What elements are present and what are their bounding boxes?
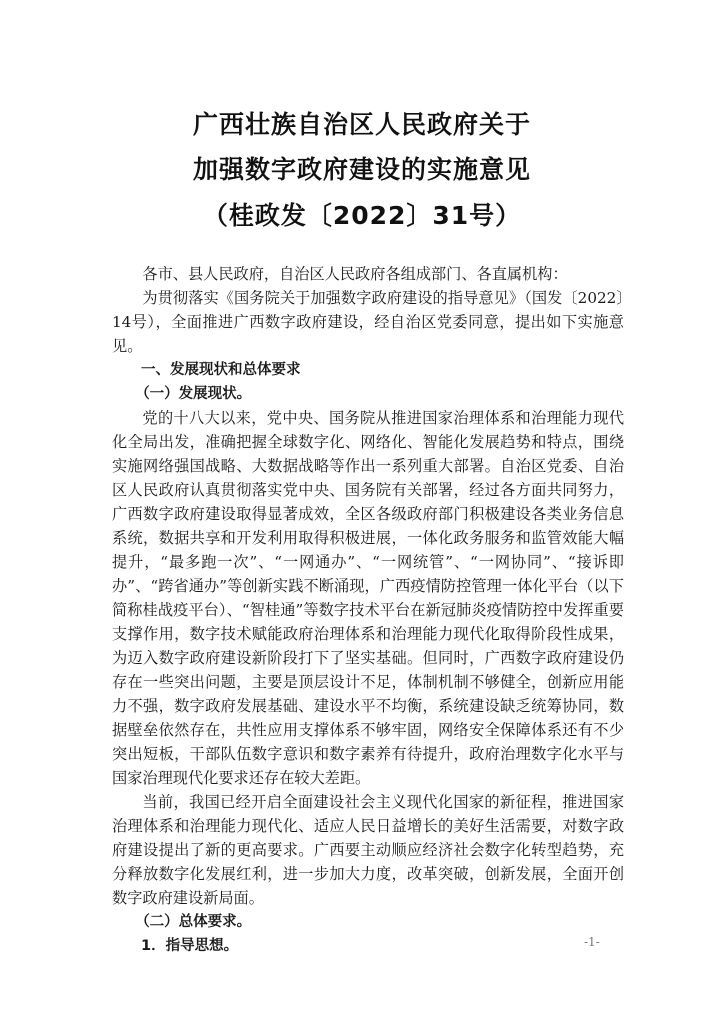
subsection-heading-2: （二）总体要求。 xyxy=(135,914,252,930)
body-paragraph-1: 党的十八大以来，党中央、国务院从推进国家治理体系和治理能力现代化全局出发，准确把握全球数字化、网络化、智能化发展趋势和特点，围绕实施网络强国战略、大数据战略等作出一系列重大部署。自治区党委、自治区人民政府认真贯彻落实党中央、国务院有关部署，经过各方面共同努力，广西数字政府建设取得显著成效，全区各级政府部门积极建设各类业务信息系统，数据共享和开发利用取得积极进展，一体化政务服务和监管效能大幅提升，“最多跑一次”、“一网通办”、“一网统管”、“一网协同”、“接诉即办”、“跨省通办”等创新实践不断涌现，广西疫情防控管理一体化平台（以下简称桂战疫平台）、“智桂通”等数字技术平台在新冠肺炎疫情防控中发挥重要支撑作用，数字技术赋能政府治理体系和治理能力现代化取得阶段性成果，为迈入数字政府建设新阶段打下了坚实基础。但同时，广西数字政府建设仍存在一些突出问题，主要是顶层设计不足，体制机制不够健全，创新应用能力不强，数字政府发展基础、建设水平不均衡，系统建设缺乏统筹协同，数据壁垒依然存在，共性应用支撑体系不够牢固，网络安全保障体系还有不少突出短板，干部队伍数字意识和数字素养有待提升，政府治理数字化水平与国家治理现代化要求还存在较大差距。 xyxy=(112,409,624,787)
subsection-heading-1: （一）发展现状。 xyxy=(135,386,252,402)
document-number: （桂政发〔2022〕31号） xyxy=(202,201,522,230)
document-title-line-2: 加强数字政府建设的实施意见 xyxy=(192,155,531,184)
document-body xyxy=(112,262,624,958)
item-heading-1: 1．指导思想。 xyxy=(141,938,239,954)
document-title-line-1: 广西壮族自治区人民政府关于 xyxy=(192,110,531,139)
body-paragraph-2: 当前，我国已经开启全面建设社会主义现代化国家的新征程，推进国家治理体系和治理能力现代化、适应人民日益增长的美好生活需要，对数字政府建设提出了新的更高要求。广西要主动顺应经济社会数字化转型趋势，充分释放数字化发展红利，进一步加大力度，改革突破，创新发展，全面开创数字政府建设新局面。 xyxy=(112,793,624,907)
salutation: 各市、县人民政府，自治区人民政府各组成部门、各直属机构： xyxy=(142,265,568,283)
page-number: -1- xyxy=(584,935,600,949)
intro-paragraph: 为贯彻落实《国务院关于加强数字政府建设的指导意见》（国发〔2022〕14号），全面推进广西数字政府建设，经自治区党委同意，提出如下实施意见。 xyxy=(112,289,624,355)
section-heading-1: 一、发展现状和总体要求 xyxy=(141,362,301,378)
